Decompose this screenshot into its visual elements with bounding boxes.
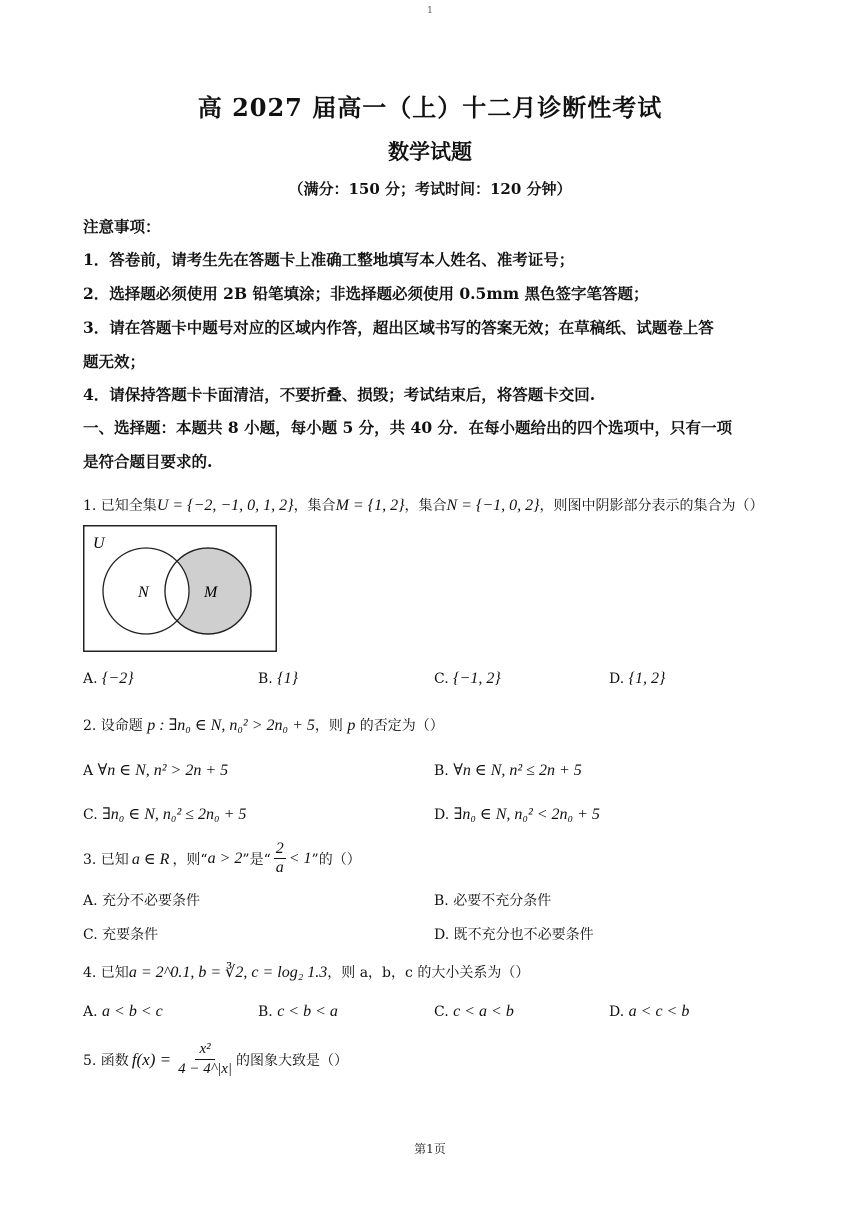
q3-option-b: B. 必要不充分条件 xyxy=(434,893,552,909)
q1-set-n: N = {−1, 0, 2} xyxy=(446,497,540,514)
q4-option-a: A. a < b < c xyxy=(83,1003,163,1020)
q4-option-c: C. c < a < b xyxy=(434,1003,514,1020)
question-4-stem: 4. 已知a = 2^0.1, b = ∛2, c = log₂ 1.3，则 a，b，c 的大小关系为（） xyxy=(83,964,530,981)
q1-option-b: B. {1} xyxy=(258,670,298,687)
q1-text-3: ，集合 xyxy=(404,498,447,514)
q3-option-d: D. 既不充分也不必要条件 xyxy=(434,927,594,943)
q5-function-name: f(x) = xyxy=(131,1049,172,1069)
venn-label-u: U xyxy=(93,535,105,552)
q2-option-a: A ∀n ∈ N, n² > 2n + 5 xyxy=(83,762,229,779)
exam-title: 高 2027 届高一（上）十二月诊断性考试 xyxy=(197,93,663,122)
section-heading: 一、选择题：本题共 8 小题，每小题 5 分，共 40 分．在每小题给出的四个选项中，只有一项 xyxy=(83,418,733,437)
question-1-stem xyxy=(83,495,764,515)
q1-option-a: A. {−2} xyxy=(83,670,134,687)
page-top-mark: 1 xyxy=(427,6,433,16)
question-2-stem: 2. 设命题 p : ∃n₀ ∈ N, n₀² > 2n₀ + 5，则 p 的否定为（） xyxy=(83,717,444,734)
page-number: 第1页 xyxy=(414,1142,446,1156)
q1-set-m: M = {1, 2} xyxy=(335,497,405,514)
q2-option-d: D. ∃n₀ ∈ N, n₀² < 2n₀ + 5 xyxy=(434,806,600,823)
q1-text-4: ，则图中阴影部分表示的集合为（） xyxy=(539,498,764,514)
venn-label-m: M xyxy=(204,584,218,601)
q4-option-d: D. a < c < b xyxy=(609,1003,690,1020)
q1-text-2: ，集合 xyxy=(293,498,336,514)
q2-option-b: B. ∀n ∈ N, n² ≤ 2n + 5 xyxy=(434,762,582,779)
note-item-3: 3．请在答题卡中题号对应的区域内作答，超出区域书写的答案无效；在草稿纸、试题卷上答 xyxy=(83,318,714,337)
exam-meta: （满分：150 分；考试时间：120 分钟） xyxy=(288,180,572,198)
q2-proposition: p : ∃n₀ ∈ N, n₀² > 2n₀ + 5 xyxy=(147,717,315,734)
note-item-4: 4．请保持答题卡卡面清洁，不要折叠、损毁；考试结束后，将答题卡交回. xyxy=(83,385,596,404)
q1-option-c: C. {−1, 2} xyxy=(434,670,501,687)
q3-option-a: A. 充分不必要条件 xyxy=(83,893,201,909)
q1-text-1: 1. 已知全集 xyxy=(83,498,157,514)
q2-option-c: C. ∃n₀ ∈ N, n₀² ≤ 2n₀ + 5 xyxy=(83,806,247,823)
venn-diagram xyxy=(83,525,277,652)
q3-fraction: 2 a xyxy=(275,840,284,876)
q4-option-b: B. c < b < a xyxy=(258,1003,338,1020)
question-5-stem: 5. 函数 f(x) = $\frac{\text{x²}}{4 - 4\^{}|x|}$ 的图象大致是（） xyxy=(83,1041,348,1077)
note-item-1: 1．答卷前，请考生先在答题卡上准确工整地填写本人姓名、准考证号； xyxy=(83,250,575,269)
note-item-3-cont: 题无效； xyxy=(83,352,146,371)
note-item-2: 2．选择题必须使用 2B 铅笔填涂；非选择题必须使用 0.5mm 黑色签字笔答题； xyxy=(83,284,649,303)
q3-option-c: C. 充要条件 xyxy=(83,927,159,943)
q5-fraction: $\frac{\text{x²}}{4 - 4\^{}|x|}$ xyxy=(178,1041,232,1077)
section-heading-cont: 是符合题目要求的. xyxy=(83,452,213,471)
question-3-stem: 3. 已知 a ∈ R ，则“ a > 2 ”是“ 2 a < 1 ”的（） xyxy=(83,840,361,876)
notes-heading: 注意事项： xyxy=(83,217,161,236)
q4-expression: a = 2^0.1, b = ∛2, c = log₂ 1.3 xyxy=(128,964,328,981)
venn-label-n: N xyxy=(138,584,149,601)
exam-subject: 数学试题 xyxy=(388,139,472,164)
q1-option-d: D. {1, 2} xyxy=(609,670,666,687)
q1-universal-set: U = {−2, −1, 0, 1, 2} xyxy=(156,497,294,514)
